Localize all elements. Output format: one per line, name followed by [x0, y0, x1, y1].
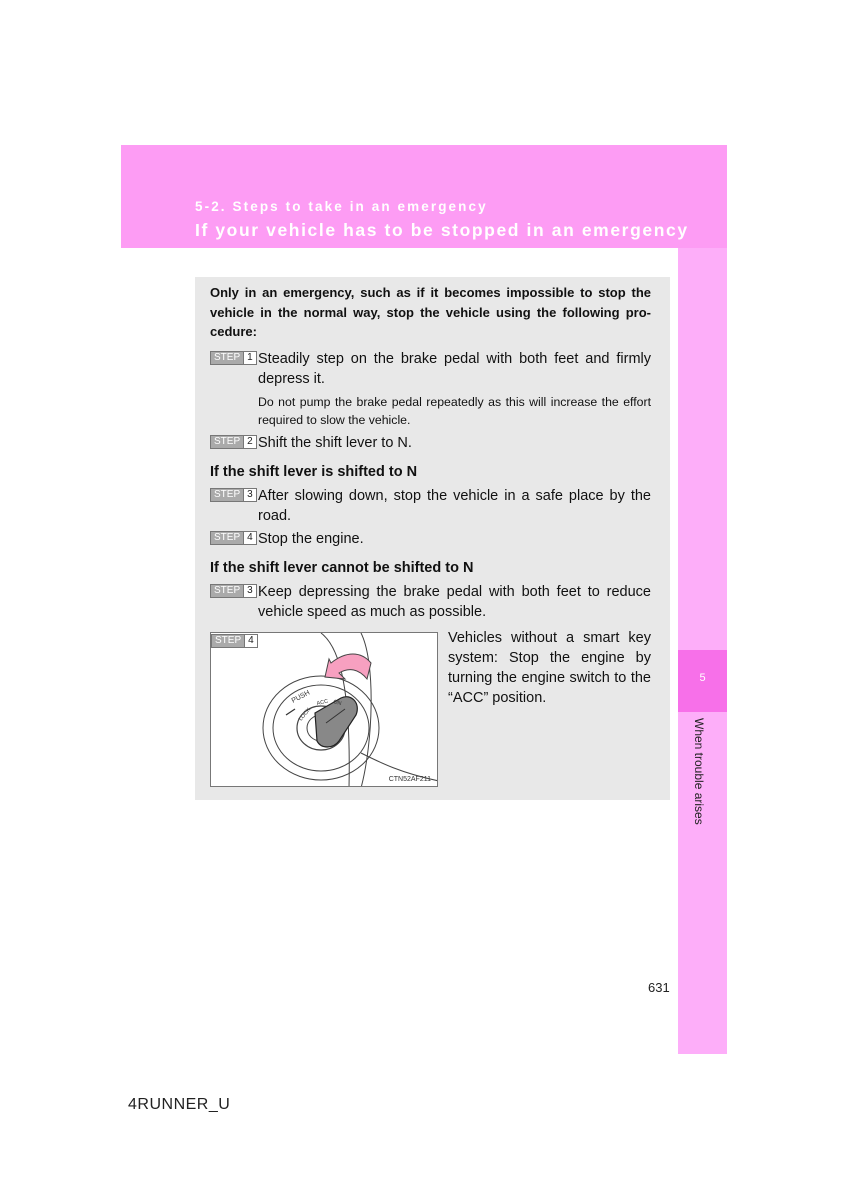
step-badge-label: STEP — [212, 635, 244, 647]
step-text: Shift the shift lever to N. — [258, 435, 412, 451]
step-3-n — [210, 486, 651, 526]
ignition-illustration — [210, 632, 438, 787]
step-text: Keep depressing the brake pedal with both feet to reduce vehicle speed as much as possible. — [258, 584, 651, 620]
step-badge — [210, 531, 257, 545]
ignition-switch-icon — [211, 633, 438, 787]
chapter-title: When trouble arises — [692, 718, 706, 825]
step-4-n — [210, 529, 651, 549]
step-badge — [210, 351, 257, 365]
intro-text: Only in an emergency, such as if it becomes impossible to stop the vehicle in the normal way, stop the vehicle using the following pro-cedure: — [210, 285, 651, 339]
step-badge — [210, 584, 257, 598]
step-badge-label: STEP — [211, 489, 243, 501]
step-badge-label: STEP — [211, 585, 243, 597]
model-code: 4RUNNER_U — [128, 1096, 231, 1113]
step-badge-number: 1 — [243, 352, 256, 364]
page-title: If your vehicle has to be stopped in an emergency — [195, 220, 689, 240]
step-badge-number: 4 — [243, 532, 256, 544]
section-label: 5-2. Steps to take in an emergency — [195, 199, 488, 214]
step-badge-number: 2 — [243, 436, 256, 448]
step-badge — [210, 488, 257, 502]
acc-label: ACC — [316, 698, 329, 707]
step-badge-number: 3 — [243, 489, 256, 501]
step-badge-label: STEP — [211, 352, 243, 364]
step-3-not-n — [210, 582, 651, 622]
step-text: After slowing down, stop the vehicle in a safe place by the road. — [258, 488, 651, 524]
step-badge-number: 3 — [243, 585, 256, 597]
page-number: 631 — [648, 980, 670, 995]
subheading-shifted-n: If the shift lever is shifted to N — [210, 464, 418, 480]
subheading-not-shifted-n: If the shift lever cannot be shifted to N — [210, 560, 474, 576]
step-badge-label: STEP — [211, 436, 243, 448]
step-4-text: Vehicles without a smart key system: Stop the engine by turning the engine switch to the “ACC” position. — [448, 630, 651, 706]
step-text: Stop the engine. — [258, 531, 364, 547]
chapter-number: 5 — [699, 672, 706, 684]
on-label: ON — [332, 699, 343, 708]
step-badge-label: STEP — [211, 532, 243, 544]
push-label: PUSH — [290, 689, 312, 705]
step-2 — [210, 433, 651, 453]
figure-caption: CTN52AF211 — [388, 776, 431, 783]
chapter-tab[interactable] — [678, 650, 727, 712]
step-text: Steadily step on the brake pedal with both feet and firmly depress it. — [258, 351, 651, 387]
lock-label: LOCK — [297, 706, 313, 723]
step-badge — [210, 435, 257, 449]
step-badge-number: 4 — [244, 635, 257, 647]
step-1 — [210, 349, 651, 389]
chapter-title-wrap — [692, 718, 712, 838]
step-1-note: Do not pump the brake pedal repeatedly as this will increase the effort required to slow the vehicle. — [258, 395, 651, 427]
